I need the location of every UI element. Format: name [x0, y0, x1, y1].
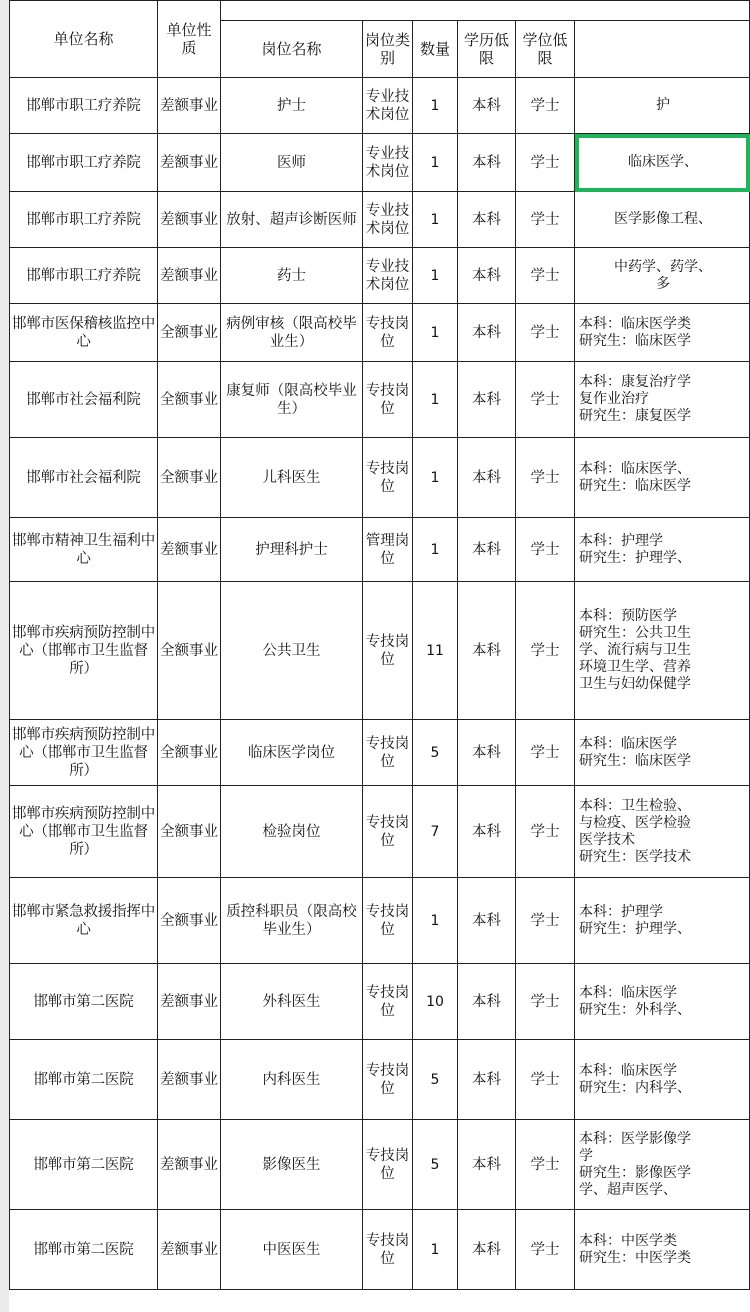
cell-edu-min[interactable]: 本科: [458, 362, 516, 438]
cell-major[interactable]: [575, 720, 750, 786]
cell-unit-name[interactable]: 邯郸市第二医院: [10, 1120, 158, 1210]
header-post-name[interactable]: 岗位名称: [221, 21, 363, 78]
major-line: 复作业治疗: [579, 391, 649, 407]
table-row: [10, 518, 750, 582]
table-row: [10, 134, 750, 192]
cell-major-selected[interactable]: [575, 134, 750, 192]
cell-quantity[interactable]: 11: [413, 582, 458, 720]
cell-unit-type[interactable]: 全额事业: [158, 786, 221, 878]
cell-edu-min[interactable]: 本科: [458, 192, 516, 248]
major-line: 本科：卫生检验、: [579, 797, 691, 814]
cell-unit-type[interactable]: 差额事业: [158, 1040, 221, 1120]
major-line: 研究生：中医学类: [579, 1249, 691, 1266]
cell-edu-min[interactable]: 本科: [458, 134, 516, 192]
cell-major[interactable]: [575, 786, 750, 878]
major-line: 研究生：康复医学: [579, 408, 691, 424]
cell-degree-min[interactable]: 学士: [516, 438, 575, 518]
table-row: [10, 786, 750, 878]
cell-edu-min[interactable]: 本科: [458, 248, 516, 304]
cell-post-category[interactable]: 管理岗位: [363, 518, 413, 582]
cell-unit-name[interactable]: 邯郸市第二医院: [10, 1210, 158, 1290]
cell-unit-name[interactable]: 邯郸市医保稽核监控中心: [10, 304, 158, 362]
cell-major[interactable]: [575, 1040, 750, 1120]
major-line: 研究生：临床医学: [579, 752, 691, 769]
cell-post-name[interactable]: 护士: [221, 78, 363, 134]
cell-edu-min[interactable]: 本科: [458, 1040, 516, 1120]
cell-edu-min[interactable]: 本科: [458, 438, 516, 518]
header-row-top: [10, 1, 750, 21]
cell-major[interactable]: [575, 304, 750, 362]
cell-post-category[interactable]: 专业技术岗位: [363, 248, 413, 304]
cell-degree-min[interactable]: 学士: [516, 582, 575, 720]
table-row: [10, 1120, 750, 1210]
major-line: 学: [579, 1147, 593, 1164]
cell-post-name[interactable]: 放射、超声诊断医师: [221, 192, 363, 248]
cell-post-category[interactable]: 专技岗位: [363, 786, 413, 878]
cell-degree-min[interactable]: 学士: [516, 362, 575, 438]
major-line: 环境卫生学、营养: [579, 659, 691, 675]
table-row: [10, 78, 750, 134]
cell-major[interactable]: [575, 192, 750, 248]
row-gutter: [0, 0, 9, 1312]
cell-unit-name[interactable]: 邯郸市疾病预防控制中心（邯郸市卫生监督所）: [10, 582, 158, 720]
cell-quantity[interactable]: 5: [413, 1040, 458, 1120]
header-post-category[interactable]: 岗位类别: [363, 21, 413, 78]
cell-post-name[interactable]: 影像医生: [221, 1120, 363, 1210]
major-line: 本科：护理学: [579, 903, 663, 920]
cell-post-name[interactable]: 质控科职员（限高校毕业生）: [221, 878, 363, 964]
cell-degree-min[interactable]: 学士: [516, 720, 575, 786]
table-row: [10, 362, 750, 438]
major-line: 本科：临床医学: [579, 735, 677, 752]
cell-post-category[interactable]: 专业技术岗位: [363, 134, 413, 192]
cell-edu-min[interactable]: 本科: [458, 518, 516, 582]
cell-quantity[interactable]: 1: [413, 192, 458, 248]
cell-edu-min[interactable]: 本科: [458, 582, 516, 720]
major-line: 护: [656, 97, 671, 113]
cell-quantity[interactable]: 1: [413, 134, 458, 192]
cell-quantity[interactable]: 1: [413, 78, 458, 134]
cell-major[interactable]: [575, 438, 750, 518]
major-line: 卫生与妇幼保健学: [579, 676, 691, 692]
cell-post-name[interactable]: 药士: [221, 248, 363, 304]
header-unit-name[interactable]: 单位名称: [10, 1, 158, 78]
cell-quantity[interactable]: 1: [413, 438, 458, 518]
major-line: 本科：临床医学: [579, 984, 677, 1001]
cell-major[interactable]: [575, 518, 750, 582]
cell-unit-type[interactable]: 差额事业: [158, 78, 221, 134]
major-line: 研究生：护理学、: [579, 549, 691, 566]
major-line: 多: [656, 275, 671, 292]
table-row: [10, 582, 750, 720]
cell-edu-min[interactable]: 本科: [458, 720, 516, 786]
header-edu-min[interactable]: 学历低限: [458, 21, 516, 78]
cell-unit-type[interactable]: 差额事业: [158, 1120, 221, 1210]
table-row: [10, 964, 750, 1040]
cell-degree-min[interactable]: 学士: [516, 304, 575, 362]
major-line: 本科：预防医学: [579, 608, 677, 624]
cell-post-name[interactable]: 儿科医生: [221, 438, 363, 518]
header-quantity[interactable]: 数量: [413, 21, 458, 78]
cell-unit-type[interactable]: 全额事业: [158, 362, 221, 438]
header-major[interactable]: [575, 21, 750, 78]
cell-major[interactable]: [575, 362, 750, 438]
major-line: 研究生：内科学、: [579, 1079, 691, 1096]
major-line: 研究生：临床医学: [579, 332, 691, 349]
major-line: 本科：临床医学、: [579, 460, 691, 477]
cell-post-name[interactable]: 医师: [221, 134, 363, 192]
cell-major[interactable]: [575, 248, 750, 304]
cell-degree-min[interactable]: 学士: [516, 878, 575, 964]
major-line: 学、超声医学、: [579, 1181, 677, 1198]
cell-major[interactable]: [575, 78, 750, 134]
cell-unit-name[interactable]: 邯郸市第二医院: [10, 1040, 158, 1120]
cell-post-name[interactable]: 病例审核（限高校毕业生）: [221, 304, 363, 362]
cell-post-category[interactable]: 专技岗位: [363, 582, 413, 720]
cell-degree-min[interactable]: 学士: [516, 1120, 575, 1210]
cell-unit-name[interactable]: 邯郸市职工疗养院: [10, 192, 158, 248]
major-line: 本科：康复治疗学: [579, 374, 691, 390]
cell-unit-type[interactable]: 差额事业: [158, 518, 221, 582]
cell-major[interactable]: [575, 582, 750, 720]
cell-post-name[interactable]: 外科医生: [221, 964, 363, 1040]
cell-major[interactable]: [575, 964, 750, 1040]
cell-post-name[interactable]: 中医医生: [221, 1210, 363, 1290]
cell-quantity[interactable]: 5: [413, 1120, 458, 1210]
cell-unit-name[interactable]: 邯郸市职工疗养院: [10, 78, 158, 134]
major-line: 研究生：临床医学: [579, 477, 691, 494]
major-line: 与检疫、医学检验: [579, 814, 691, 831]
header-unit-type[interactable]: 单位性质: [158, 1, 221, 78]
major-line: 研究生：影像医学: [579, 1164, 691, 1181]
cell-unit-type[interactable]: 差额事业: [158, 1210, 221, 1290]
cell-quantity[interactable]: 10: [413, 964, 458, 1040]
cell-unit-name[interactable]: 邯郸市社会福利院: [10, 362, 158, 438]
cell-unit-name[interactable]: 邯郸市疾病预防控制中心（邯郸市卫生监督所）: [10, 786, 158, 878]
cell-unit-type[interactable]: 全额事业: [158, 720, 221, 786]
cell-degree-min[interactable]: 学士: [516, 134, 575, 192]
cell-post-category[interactable]: 专技岗位: [363, 720, 413, 786]
cell-edu-min[interactable]: 本科: [458, 786, 516, 878]
cell-quantity[interactable]: 5: [413, 720, 458, 786]
major-line: 研究生：医学技术: [579, 848, 691, 865]
cell-major[interactable]: [575, 1210, 750, 1290]
cell-unit-name[interactable]: 邯郸市第二医院: [10, 964, 158, 1040]
cell-unit-type[interactable]: 差额事业: [158, 134, 221, 192]
cell-edu-min[interactable]: 本科: [458, 304, 516, 362]
cell-unit-name[interactable]: 邯郸市职工疗养院: [10, 134, 158, 192]
major-line: 临床医学、: [628, 154, 699, 170]
cell-post-name[interactable]: 检验岗位: [221, 786, 363, 878]
header-spacer-cell[interactable]: [221, 1, 750, 21]
table-row: [10, 720, 750, 786]
header-degree-min[interactable]: 学位低限: [516, 21, 575, 78]
table-row: [10, 1210, 750, 1290]
table-row: [10, 878, 750, 964]
table-row: [10, 248, 750, 304]
cell-post-name[interactable]: 康复师（限高校毕业生）: [221, 362, 363, 438]
cell-post-category[interactable]: 专技岗位: [363, 362, 413, 438]
cell-major[interactable]: [575, 878, 750, 964]
cell-edu-min[interactable]: 本科: [458, 878, 516, 964]
major-line: 本科：中医学类: [579, 1232, 677, 1249]
cell-unit-type[interactable]: 差额事业: [158, 192, 221, 248]
cell-post-name[interactable]: 护理科护士: [221, 518, 363, 582]
cell-post-category[interactable]: 专技岗位: [363, 964, 413, 1040]
cell-unit-name[interactable]: 邯郸市精神卫生福利中心: [10, 518, 158, 582]
cell-post-category[interactable]: 专技岗位: [363, 304, 413, 362]
cell-edu-min[interactable]: 本科: [458, 964, 516, 1040]
cell-degree-min[interactable]: 学士: [516, 78, 575, 134]
cell-unit-type[interactable]: 差额事业: [158, 248, 221, 304]
table-row: [10, 438, 750, 518]
major-line: 医学影像工程、: [614, 211, 713, 227]
cell-degree-min[interactable]: 学士: [516, 964, 575, 1040]
cell-degree-min[interactable]: 学士: [516, 1040, 575, 1120]
cell-quantity[interactable]: 1: [413, 878, 458, 964]
cell-post-category[interactable]: 专业技术岗位: [363, 192, 413, 248]
cell-post-category[interactable]: 专技岗位: [363, 1210, 413, 1290]
major-line: 研究生：公共卫生: [579, 625, 691, 641]
cell-quantity[interactable]: 1: [413, 248, 458, 304]
cell-quantity[interactable]: 7: [413, 786, 458, 878]
cell-edu-min[interactable]: 本科: [458, 1120, 516, 1210]
cell-post-category[interactable]: 专业技术岗位: [363, 78, 413, 134]
major-line: 本科：护理学: [579, 532, 663, 549]
major-line: 本科：临床医学: [579, 1062, 677, 1079]
cell-quantity[interactable]: 1: [413, 518, 458, 582]
cell-quantity[interactable]: 1: [413, 304, 458, 362]
cell-unit-name[interactable]: 邯郸市社会福利院: [10, 438, 158, 518]
cell-degree-min[interactable]: 学士: [516, 518, 575, 582]
cell-post-name[interactable]: 内科医生: [221, 1040, 363, 1120]
cell-post-name[interactable]: 公共卫生: [221, 582, 363, 720]
major-line: 本科：医学影像学: [579, 1130, 691, 1147]
table-body: [10, 1, 750, 1290]
cell-post-name[interactable]: 临床医学岗位: [221, 720, 363, 786]
cell-major[interactable]: [575, 1120, 750, 1210]
cell-post-category[interactable]: 专技岗位: [363, 878, 413, 964]
cell-post-category[interactable]: 专技岗位: [363, 1120, 413, 1210]
cell-quantity[interactable]: 1: [413, 362, 458, 438]
major-line: 研究生：外科学、: [579, 1001, 691, 1018]
major-line: 学、流行病与卫生: [579, 642, 691, 658]
cell-unit-type[interactable]: 全额事业: [158, 304, 221, 362]
cell-unit-type[interactable]: 全额事业: [158, 878, 221, 964]
table-row: [10, 1040, 750, 1120]
table-row: [10, 304, 750, 362]
cell-post-category[interactable]: 专技岗位: [363, 1040, 413, 1120]
major-line: 本科：临床医学类: [579, 315, 691, 332]
recruitment-table: [9, 0, 750, 1290]
cell-degree-min[interactable]: 学士: [516, 786, 575, 878]
major-line: 医学技术: [579, 831, 635, 848]
cell-unit-name[interactable]: 邯郸市紧急救援指挥中心: [10, 878, 158, 964]
table-row: [10, 192, 750, 248]
cell-quantity[interactable]: 1: [413, 1210, 458, 1290]
cell-post-category[interactable]: 专技岗位: [363, 438, 413, 518]
cell-unit-type[interactable]: 全额事业: [158, 438, 221, 518]
cell-unit-type[interactable]: 差额事业: [158, 964, 221, 1040]
cell-unit-name[interactable]: 邯郸市疾病预防控制中心（邯郸市卫生监督所）: [10, 720, 158, 786]
cell-edu-min[interactable]: 本科: [458, 1210, 516, 1290]
cell-unit-type[interactable]: 全额事业: [158, 582, 221, 720]
cell-degree-min[interactable]: 学士: [516, 192, 575, 248]
cell-unit-name[interactable]: 邯郸市职工疗养院: [10, 248, 158, 304]
major-line: 研究生：护理学、: [579, 920, 691, 937]
cell-edu-min[interactable]: 本科: [458, 78, 516, 134]
cell-degree-min[interactable]: 学士: [516, 1210, 575, 1290]
cell-degree-min[interactable]: 学士: [516, 248, 575, 304]
major-line: 中药学、药学、: [614, 258, 713, 275]
